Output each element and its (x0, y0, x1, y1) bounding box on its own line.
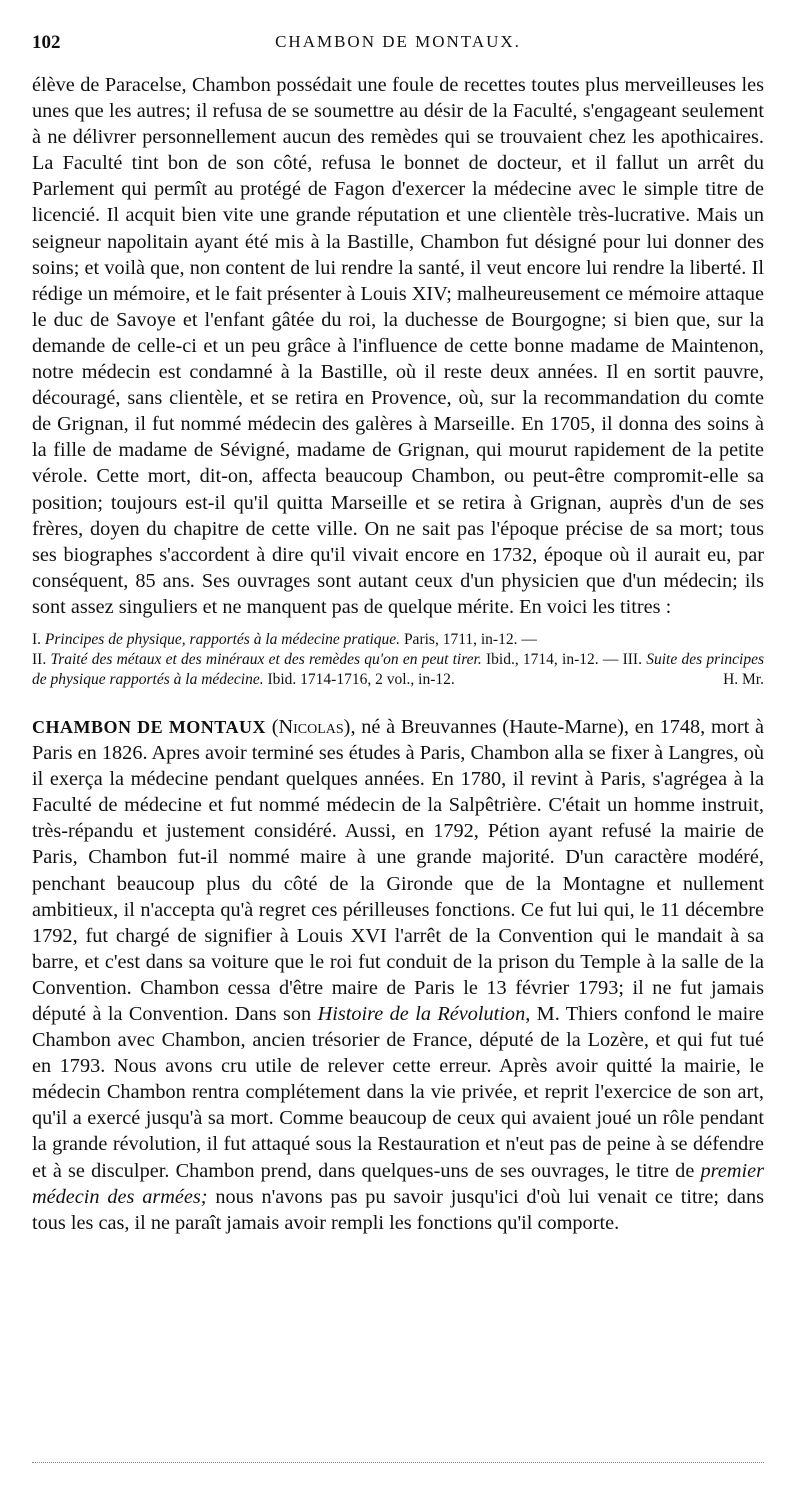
cited-book-title: Histoire de la Révolution (317, 1003, 526, 1025)
work-publication: Paris, 1711, in-12. — (403, 630, 537, 648)
entry-continuation-paragraph: élève de Paracelse, Chambon possédait une foule de recettes toutes plus merveilleuses les unes que les autres; il refusa de se soumettre au désir de la Faculté, s'engageant seulement à ne délivrer personnellement aucun des remèdes qui se trouvaient chez les apothicaires. La Faculté tint bon de son côté, refusa le bonnet de docteur, et il fallut un arrêt du Parlement qui permît au protégé de Fagon d'exercer la médecine avec le simple titre de licencié. Il acquit bien vite une grande réputation et une clientèle très-lucrative. Mais un seigneur napolitain ayant été mis à la Bastille, Chambon fut désigné pour lui donner des soins; et voilà que, non content de lui rendre la santé, il veut encore lui rendre la liberté. Il rédige un mémoire, et le fait présenter à Louis XIV; malheureusement ce mémoire attaque le duc de Savoye et l'enfant gâtée du roi, la duchesse de Bourgogne; si bien que, sur la demande de celle-ci et un peu grâce à l'influence de cette bonne madame de Maintenon, notre médecin est condamné à la Bastille, où il reste deux années. Il en sortit pauvre, découragé, sans clientèle, et se retira en Provence, où, sur la recommandation du comte de Grignan, il fut nommé médecin des galères à Marseille. En 1705, il donna des soins à la fille de madame de Sévigné, madame de Grignan, qui mourut rapidement de la petite vérole. Cette mort, dit-on, affecta beaucoup Chambon, ou peut-être compromit-elle sa position; toujours est-il qu'il quitta Marseille et se retira à Grignan, auprès d'un de ses frères, doyen du chapitre de cette ville. On ne sait pas l'époque précise de sa mort; tous ses biographes s'accordent à dire qu'il vivait encore en 1732, époque où il aurait eu, par conséquent, 85 ans. Ses ouvrages sont autant ceux d'un physicien que d'un médecin; ils sont assez singuliers et ne manquent pas de quelque mérite. En voici les titres : (32, 74, 764, 618)
work-publication: Ibid., 1714, in-12. — (485, 650, 619, 668)
entry-body-part-3: nous n'avons pas pu savoir jusqu'ici d'où lui venait ce titre; dans tous les cas, il ne paraît jamais avoir rempli les fonctions qu'il comporte. (32, 1185, 764, 1234)
author-signature: H. Mr. (723, 670, 764, 688)
work-title: Traité des métaux et des minéraux et des remèdes qu'on en peut tirer. (50, 650, 482, 668)
entry-paragraph (32, 714, 764, 1236)
book-page (32, 26, 764, 1236)
work-title: Suite des principes de physique rapportés à la médecine. (32, 650, 765, 688)
cited-title-phrase: premier médecin des armées; (32, 1159, 764, 1208)
running-header (32, 26, 764, 60)
bottom-dotted-rule (32, 1462, 764, 1463)
entry-headword: CHAMBON DE MONTAUX (32, 716, 266, 737)
work-item-1 (32, 630, 764, 650)
entry-forename: (Nicolas) (271, 715, 351, 738)
work-number: I. (32, 630, 42, 648)
work-title: Principes de physique, rapportés à la médecine pratique. (44, 630, 401, 648)
running-title: CHAMBON DE MONTAUX. (275, 32, 521, 51)
work-publication: Ibid. 1714-1716, 2 vol., in-12. (267, 670, 455, 688)
works-list (32, 630, 764, 690)
work-number: II. (32, 650, 47, 668)
page-number: 102 (32, 32, 61, 53)
entry-body-part-2: , M. Thiers confond le maire Chambon avec Chambon, ancien trésorier de France, député de la Lozère, et qui fut tué en 1793. Nous avons cru utile de relever cette erreur. Après avoir quitté la mairie, le médecin Chambon rentra complétement dans la vie privée, et reprit l'exercice de son art, qu'il a exercé jusqu'à sa mort. Comme beaucoup de ceux qui avaient joué un rôle pendant la grande révolution, il fut attaqué sous la Restauration et n'eut pas de peine à se défendre et à se disculper. Chambon prend, dans quelques-uns de ses ouvrages, le titre de (32, 1003, 765, 1182)
entry-body-part-1: , né à Breuvannes (Haute-Marne), en 1748, mort à Paris en 1826. Apres avoir terminé ses études à Paris, Chambon alla se fixer à Langres, où il exerça la médecine pendant quelques années. En 1780, il revint à Paris, s'agrégea à la Faculté de médecine et fut nommé médecin de la Salpêtrière. C'était un homme instruit, très-répandu et justement considéré. Aussi, en 1792, Pétion ayant refusé la mairie de Paris, Chambon fut-il nommé maire à une grande majorité. D'un caractère modéré, penchant beaucoup plus du côté de la Gironde que de la Montagne et nullement ambitieux, il n'accepta qu'à regret ces périlleuses fonctions. Ce fut lui qui, le 11 décembre 1792, fut chargé de signifier à Louis XVI l'arrêt de la Convention qui le mandait à sa barre, et c'est dans sa voiture que le roi fut conduit de la prison du Temple à la salle de la Convention. Chambon cessa d'être maire de Paris le 13 février 1793; il ne fut jamais député à la Convention. Dans son (32, 715, 764, 1025)
work-item-2 (32, 650, 764, 690)
work-number: III. (622, 650, 642, 668)
